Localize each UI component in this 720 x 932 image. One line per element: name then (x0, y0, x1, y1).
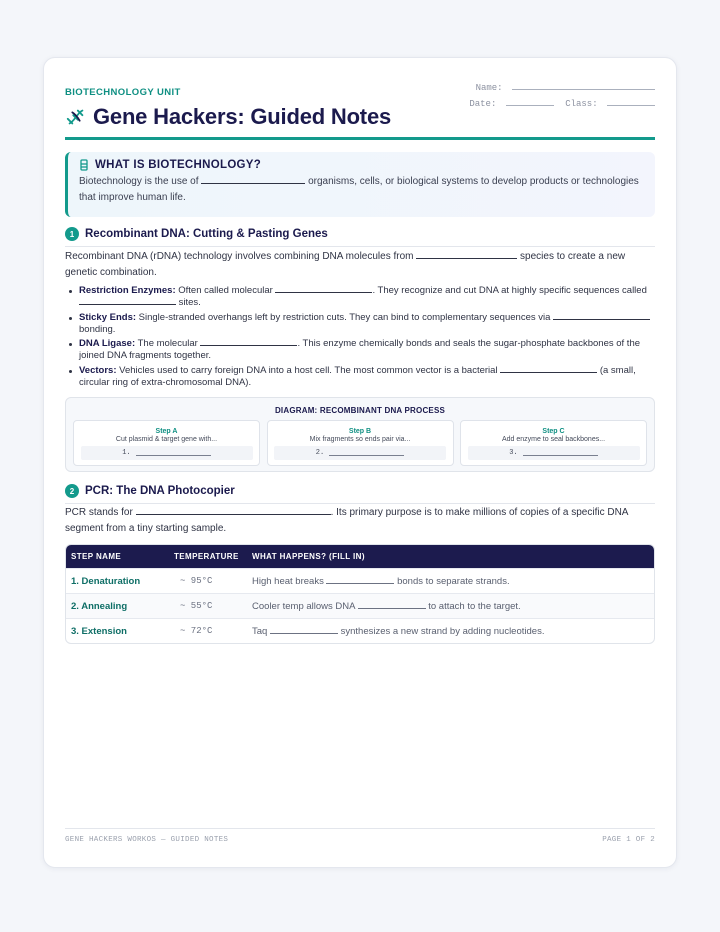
flask-icon (79, 159, 89, 171)
dna-icon (65, 106, 87, 128)
definition-callout (65, 152, 655, 217)
callout-heading: WHAT IS BIOTECHNOLOGY? (95, 159, 262, 171)
date-label: Date: (469, 99, 497, 109)
recombinant-diagram (65, 397, 655, 472)
unit-label: BIOTECHNOLOGY UNIT (65, 87, 181, 98)
name-field[interactable] (476, 81, 655, 93)
page-footer (65, 828, 655, 844)
header-rule (65, 137, 655, 140)
section-title: PCR: The DNA Photocopier (85, 485, 235, 497)
diagram-step-c: Step C Add enzyme to seal backbones... 3. (460, 420, 647, 466)
page-title: Gene Hackers: Guided Notes (93, 104, 392, 129)
diagram-steps (73, 420, 647, 466)
table-header: STEP NAME TEMPERATURE WHAT HAPPENS? (FILL IN) (66, 545, 654, 568)
fill-blank[interactable] (416, 251, 517, 259)
list-item: DNA Ligase: The molecular . This enzyme chemically bonds and seals the sugar-phosphate backbones of the joined DNA fragments together. (65, 338, 655, 362)
fill-blank[interactable] (136, 507, 331, 515)
worksheet-page (43, 57, 677, 868)
section-number: 1 (65, 227, 79, 241)
page-number: PAGE 1 OF 2 (602, 836, 655, 844)
step-answer-field[interactable]: 2. (274, 446, 446, 460)
table-row: 1. Denaturation ~ 95°C High heat breaks bonds to separate strands. (66, 568, 654, 593)
fill-blank[interactable] (201, 176, 305, 184)
class-line[interactable] (607, 97, 655, 106)
class-label: Class: (565, 99, 598, 109)
fill-blank[interactable] (358, 602, 426, 609)
date-line[interactable] (506, 97, 554, 106)
pcr-intro: PCR stands for . Its primary purpose is to make millions of copies of a specific DNA segment from a tiny starting sample. (65, 507, 628, 534)
list-item: Sticky Ends: Single-stranded overhangs left by restriction cuts. They can bind to complementary sequences via bonding. (65, 312, 655, 336)
list-item: Vectors: Vehicles used to carry foreign DNA into a host cell. The most common vector is a bacterial (a small, circular ring of extra-chromosomal DNA). (65, 365, 655, 389)
date-class-field[interactable] (469, 97, 655, 109)
term-list (65, 285, 655, 391)
callout-text: Biotechnology is the use of organisms, cells, or biological systems to develop products or technologies that improve human life. (79, 176, 639, 203)
fill-blank[interactable] (200, 338, 297, 346)
diagram-step-b: Step B Mix fragments so ends pair via... 2. (267, 420, 454, 466)
fill-blank[interactable] (326, 577, 394, 584)
step-answer-field[interactable]: 3. (468, 446, 640, 460)
footer-label: GENE HACKERS WORKOS — GUIDED NOTES (65, 836, 229, 844)
fill-blank[interactable] (275, 285, 372, 293)
name-label: Name: (475, 83, 503, 93)
title-row (65, 102, 391, 132)
pcr-table (65, 544, 655, 644)
fill-blank[interactable] (79, 297, 176, 305)
recombinant-intro: Recombinant DNA (rDNA) technology involves combining DNA molecules from species to create a new genetic combination. (65, 251, 626, 278)
section-title: Recombinant DNA: Cutting & Pasting Genes (85, 228, 328, 240)
name-line[interactable] (512, 81, 655, 90)
section-number: 2 (65, 484, 79, 498)
fill-blank[interactable] (270, 627, 338, 634)
diagram-title: DIAGRAM: RECOMBINANT DNA PROCESS (274, 406, 446, 415)
table-row: 2. Annealing ~ 55°C Cooler temp allows DNA to attach to the target. (66, 593, 654, 618)
step-answer-field[interactable]: 1. (81, 446, 253, 460)
fill-blank[interactable] (553, 312, 650, 320)
diagram-step-a: Step A Cut plasmid & target gene with... 1. (73, 420, 260, 466)
fill-blank[interactable] (500, 365, 597, 373)
table-row: 3. Extension ~ 72°C Taq synthesizes a new strand by adding nucleotides. (66, 618, 654, 643)
section-header-pcr (65, 484, 655, 504)
list-item: Restriction Enzymes: Often called molecular . They recognize and cut DNA at highly specific sequences called sites. (65, 285, 655, 309)
section-header-recombinant (65, 227, 655, 247)
